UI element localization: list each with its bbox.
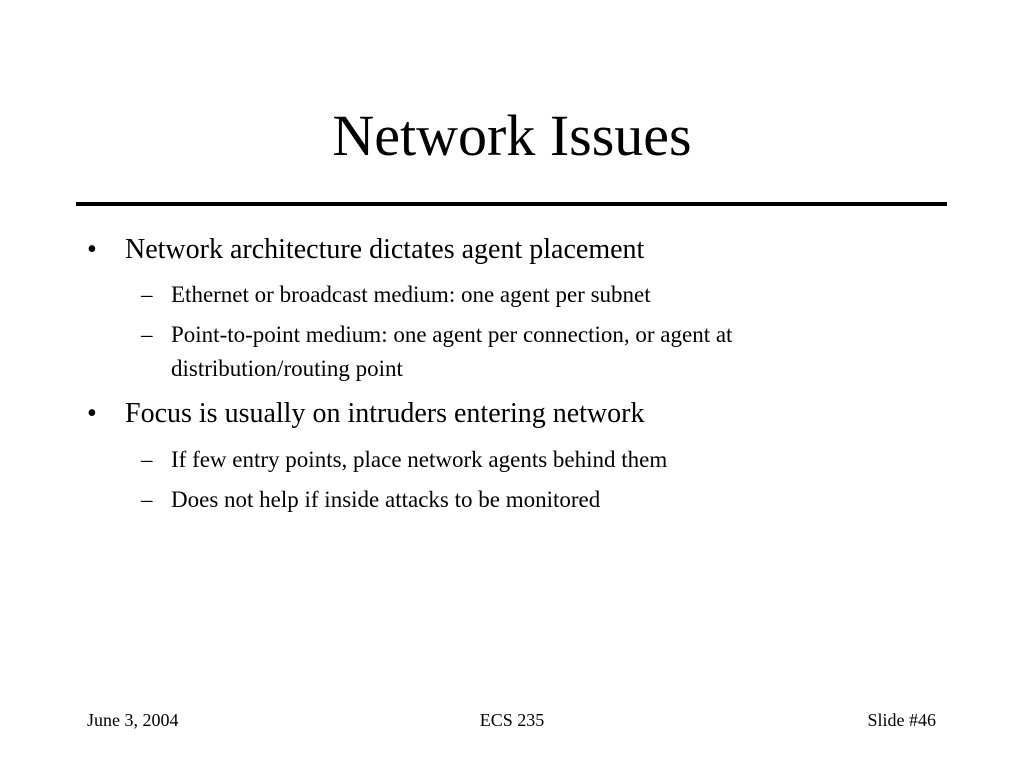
bullet-text: Network architecture dictates agent placement: [125, 234, 645, 265]
sub-bullet-text: If few entry points, place network agents behind them: [171, 447, 668, 472]
sub-bullet-item: [141, 443, 931, 477]
bullet-item: [87, 398, 925, 430]
bullet-marker: •: [87, 234, 97, 265]
bullet-marker: •: [87, 398, 97, 429]
slide-title: Network Issues: [332, 103, 692, 168]
sub-bullet-marker: –: [141, 282, 153, 307]
footer-date: June 3, 2004: [87, 710, 179, 730]
sub-bullet-marker: –: [141, 487, 153, 512]
footer-course: ECS 235: [479, 710, 545, 730]
sub-bullet-text-continuation: distribution/routing point: [171, 356, 403, 381]
footer-slide-number: Slide #46: [867, 710, 936, 730]
sub-bullet-text: Does not help if inside attacks to be monitored: [171, 487, 601, 512]
bullet-text: Focus is usually on intruders entering network: [125, 398, 645, 429]
sub-bullet-item: [141, 278, 931, 312]
sub-bullet-continuation: [171, 352, 931, 386]
sub-bullet-marker: –: [141, 322, 153, 347]
sub-bullet-marker: –: [141, 447, 153, 472]
sub-bullet-text: Ethernet or broadcast medium: one agent per subnet: [171, 282, 651, 307]
sub-bullet-text: Point-to-point medium: one agent per connection, or agent at: [171, 322, 733, 347]
sub-bullet-item: [141, 483, 931, 517]
bullet-item: [87, 234, 925, 266]
sub-bullet-item: [141, 318, 931, 352]
